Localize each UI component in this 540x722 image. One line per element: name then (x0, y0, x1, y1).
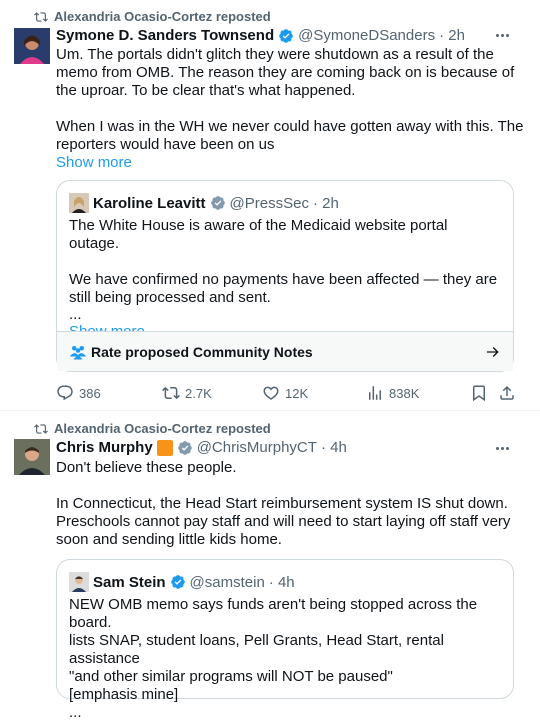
views-chart-icon (366, 384, 384, 402)
quote-author-name[interactable]: Sam Stein (93, 573, 166, 591)
repost-indicator[interactable] (34, 421, 271, 436)
verified-badge-gray-icon (210, 195, 226, 211)
views-count: 838K (389, 385, 420, 401)
timestamp[interactable]: · 2h (439, 27, 465, 44)
author-name[interactable]: Chris Murphy (56, 439, 153, 456)
quote-header (69, 193, 339, 213)
timestamp[interactable]: · 4h (320, 439, 347, 456)
quote-text (69, 217, 499, 341)
author-handle[interactable]: @ChrisMurphyCT (196, 439, 317, 456)
repost-indicator[interactable] (34, 9, 271, 24)
action-bar (56, 384, 516, 404)
bookmark-icon (470, 384, 488, 402)
people-icon (69, 344, 87, 360)
quote-paragraph: NEW OMB memo says funds aren't being stopped across the board. (69, 596, 478, 631)
repost-count: 2.7K (185, 385, 212, 401)
verified-badge-icon[interactable] (278, 28, 294, 44)
repost-button[interactable] (162, 384, 212, 402)
quote-paragraph: We have confirmed no payments have been affected — they are still being processed and sent. (69, 271, 498, 306)
arrow-right-icon[interactable] (485, 344, 501, 360)
quote-paragraph: lists SNAP, student loans, Pell Grants, Head Start, rental assistance (69, 632, 444, 667)
share-icon (498, 384, 516, 402)
quote-ellipsis: ... (69, 704, 82, 721)
author-handle[interactable]: @SymoneDSanders (298, 27, 436, 44)
repost-icon (162, 384, 180, 402)
avatar-image (14, 439, 50, 475)
tweet-text (56, 46, 526, 172)
quote-ellipsis: ... (69, 306, 82, 323)
like-button[interactable] (262, 384, 308, 402)
author-name[interactable]: Symone D. Sanders Townsend (56, 27, 275, 44)
repost-label: Alexandria Ocasio-Cortez reposted (54, 421, 271, 436)
tweet-paragraph: Um. The portals didn't glitch they were shutdown as a result of the memo from OMB. The reason they are coming back on is because of the uproar. To be clear that's what happened. (56, 46, 515, 99)
community-notes-bar[interactable] (57, 331, 513, 371)
repost-icon (34, 10, 48, 24)
community-notes-label: Rate proposed Community Notes (91, 344, 313, 360)
reply-count: 386 (79, 385, 101, 401)
views-button[interactable] (366, 384, 419, 402)
reply-icon (56, 384, 74, 402)
verified-badge-gray-icon[interactable] (177, 440, 193, 456)
quoted-tweet[interactable] (56, 180, 514, 372)
quote-timestamp: · 2h (312, 194, 339, 212)
tweet-paragraph: When I was in the WH we never could have gotten away with this. The reporters would have been on us (56, 118, 524, 153)
tweet-header (56, 439, 347, 456)
share-button[interactable] (498, 384, 516, 402)
quote-paragraph: The White House is aware of the Medicaid website portal outage. (69, 217, 448, 252)
quote-paragraph: [emphasis mine] (69, 686, 179, 703)
tweet-text (56, 459, 526, 549)
tweet-paragraph: Don't believe these people. (56, 459, 237, 476)
more-options-icon[interactable] (492, 440, 512, 456)
more-options-icon[interactable] (492, 27, 512, 43)
repost-label: Alexandria Ocasio-Cortez reposted (54, 9, 271, 24)
tweet-2[interactable] (0, 410, 540, 721)
bookmark-button[interactable] (470, 384, 488, 402)
reply-button[interactable] (56, 384, 101, 402)
orange-square-badge (157, 440, 173, 456)
quote-timestamp: · 4h (268, 573, 295, 591)
avatar-image (14, 28, 50, 64)
quote-author-name[interactable]: Karoline Leavitt (93, 194, 206, 212)
quote-avatar (69, 193, 89, 213)
show-more-link[interactable]: Show more (56, 154, 132, 171)
quoted-tweet[interactable] (56, 559, 514, 721)
like-count: 12K (285, 385, 309, 401)
avatar[interactable] (14, 28, 50, 64)
quote-author-handle: @samstein (189, 573, 265, 591)
quote-paragraph: "and other similar programs will NOT be paused" (69, 668, 393, 685)
quote-author-handle: @PressSec (229, 194, 309, 212)
heart-icon (262, 384, 280, 402)
verified-badge-icon (170, 574, 186, 590)
tweet-header (56, 27, 465, 44)
avatar[interactable] (14, 439, 50, 475)
tweet-paragraph: In Connecticut, the Head Start reimbursement system IS shut down. Preschools cannot pay staff and will need to start laying off staff very soon and sending little kids home. (56, 495, 511, 548)
quote-text (69, 596, 499, 722)
quote-avatar (69, 572, 89, 592)
repost-icon (34, 422, 48, 436)
quote-header (69, 572, 295, 592)
